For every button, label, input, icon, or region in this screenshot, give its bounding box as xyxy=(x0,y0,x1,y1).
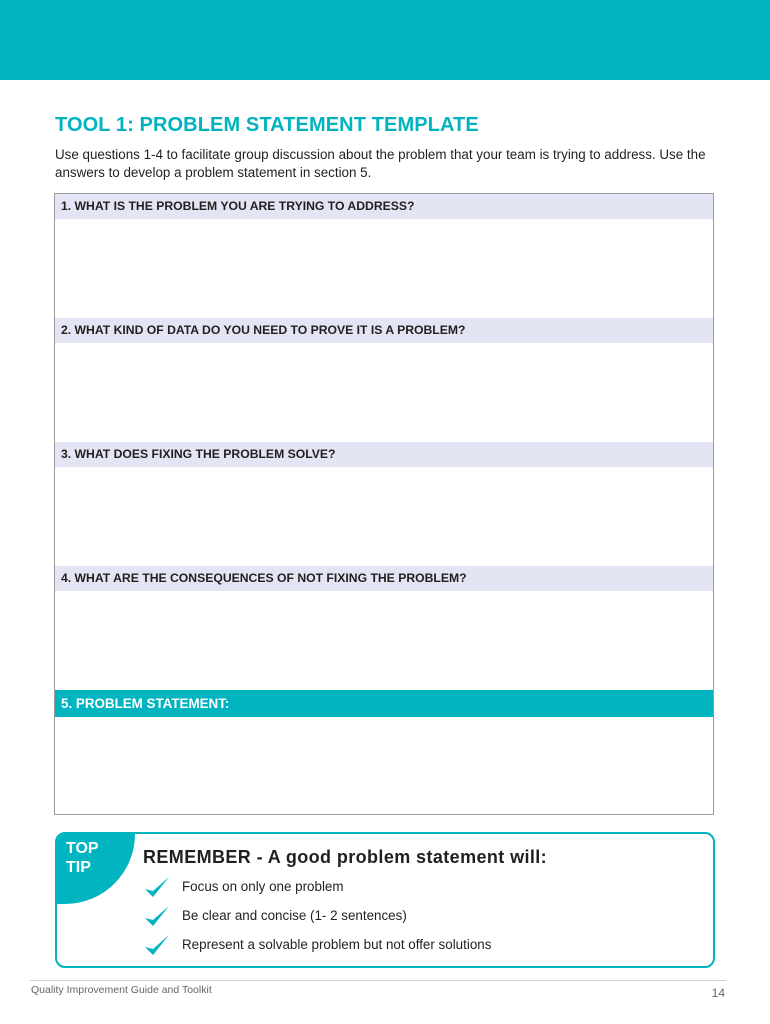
question-2-label: 2. WHAT KIND OF DATA DO YOU NEED TO PROVE IT IS A PROBLEM? xyxy=(55,318,713,343)
top-tip-badge-line2: TIP xyxy=(66,859,91,876)
tip-item-text: Represent a solvable problem but not offer solutions xyxy=(182,937,492,952)
question-1-label: 1. WHAT IS THE PROBLEM YOU ARE TRYING TO ADDRESS? xyxy=(55,194,713,219)
tip-item-text: Focus on only one problem xyxy=(182,879,344,894)
page-title: TOOL 1: PROBLEM STATEMENT TEMPLATE xyxy=(55,114,479,136)
checkmark-icon xyxy=(143,903,171,929)
question-1-answer-field[interactable] xyxy=(55,219,713,318)
question-2-answer-field[interactable] xyxy=(55,343,713,442)
checkmark-icon xyxy=(143,932,171,958)
top-tip-heading: REMEMBER - A good problem statement will: xyxy=(143,847,548,867)
header-band xyxy=(0,0,770,80)
checkmark-icon xyxy=(143,874,171,900)
tip-item xyxy=(143,874,703,900)
question-4-answer-field[interactable] xyxy=(55,591,713,690)
question-3-answer-field[interactable] xyxy=(55,467,713,566)
top-tip-badge xyxy=(57,834,135,904)
question-4-label: 4. WHAT ARE THE CONSEQUENCES OF NOT FIXING THE PROBLEM? xyxy=(55,566,713,591)
tip-item xyxy=(143,903,703,929)
top-tip-badge-line1: TOP xyxy=(66,840,99,857)
top-tip-badge-text xyxy=(66,839,99,877)
problem-statement-form xyxy=(54,193,714,815)
footer-document-title: Quality Improvement Guide and Toolkit xyxy=(31,984,212,996)
tip-item-text: Be clear and concise (1- 2 sentences) xyxy=(182,908,407,923)
problem-statement-answer-field[interactable] xyxy=(55,717,713,814)
page-number: 14 xyxy=(711,986,725,1000)
top-tip-box xyxy=(55,832,715,968)
intro-text: Use questions 1-4 to facilitate group discussion about the problem that your team is trying to address. Use the answers to develop a problem statement in section 5. xyxy=(55,147,706,180)
footer-divider xyxy=(30,980,726,981)
problem-statement-label: 5. PROBLEM STATEMENT: xyxy=(55,690,713,717)
question-3-label: 3. WHAT DOES FIXING THE PROBLEM SOLVE? xyxy=(55,442,713,467)
tip-item xyxy=(143,932,703,958)
